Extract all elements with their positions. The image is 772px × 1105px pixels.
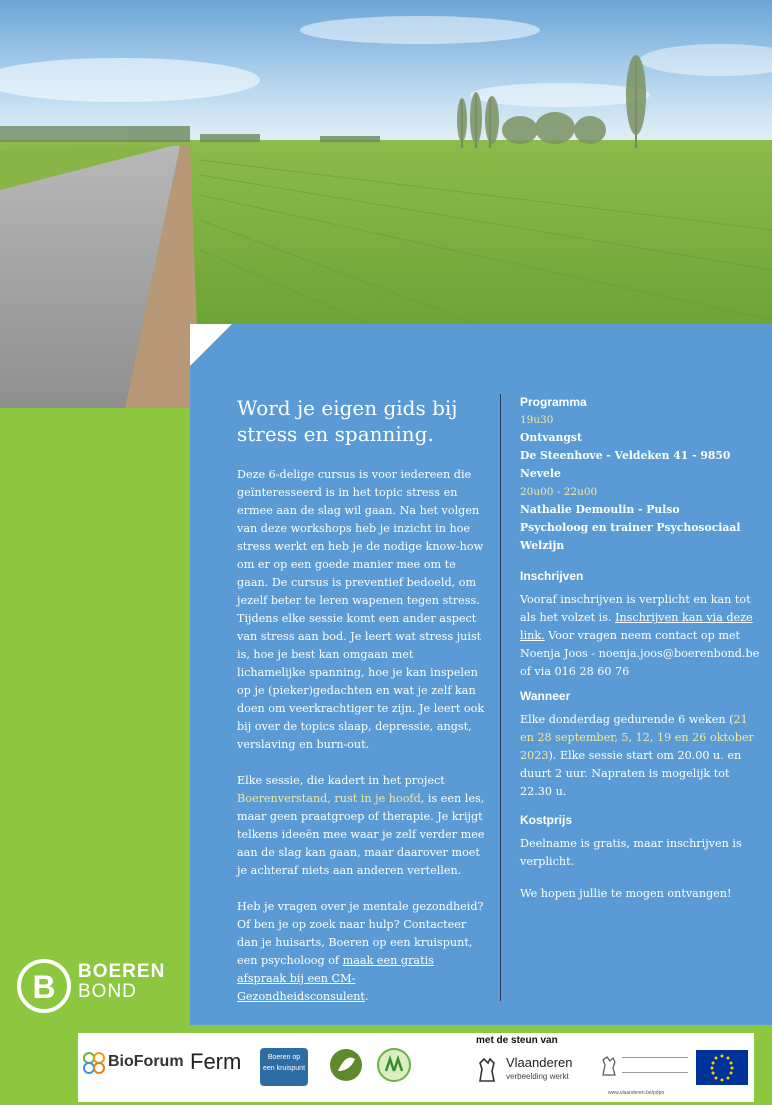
inschrijven-phone: of via 016 28 60 76 bbox=[520, 665, 630, 678]
leaf-badge-icon bbox=[328, 1047, 364, 1083]
programma-item-1: Ontvangst bbox=[520, 431, 582, 444]
programma-section bbox=[520, 393, 765, 555]
sponsors-bar bbox=[78, 1033, 754, 1102]
kostprijs-text: Deelname is gratis, maar inschrijven is verplicht. bbox=[520, 837, 742, 868]
support-label: met de steun van bbox=[476, 1035, 558, 1046]
bioforum-icon bbox=[82, 1051, 106, 1075]
session-dates: 21 en 28 september, 5, 12, 19 en 26 oktober 2023 bbox=[520, 713, 754, 762]
vlaanderen-tagline: verbeelding werkt bbox=[506, 1072, 569, 1081]
programma-role: Psycholoog en trainer Psychosociaal Welzijn bbox=[520, 521, 741, 552]
intro-column bbox=[237, 466, 485, 1024]
details-column bbox=[520, 393, 765, 903]
panel-corner-fold bbox=[190, 324, 232, 366]
page-title: Word je eigen gids bij stress en spanning. bbox=[237, 396, 458, 446]
programma-speaker: Nathalie Demoulin - Pulso bbox=[520, 503, 680, 516]
programma-location: De Steenhove - Veldeken 41 - 9850 Nevele bbox=[520, 449, 731, 480]
logo-letter: B bbox=[32, 969, 56, 1005]
closing-text: We hopen jullie te mogen ontvangen! bbox=[520, 887, 732, 900]
vlaanderen-logo: Vlaanderen bbox=[506, 1055, 573, 1070]
bioforum-logo: BioForum bbox=[108, 1053, 184, 1070]
eu-fund-text-block bbox=[622, 1057, 688, 1073]
inschrijven-heading: Inschrijven bbox=[520, 569, 584, 583]
eu-fund-lion-icon bbox=[600, 1055, 618, 1077]
intro-paragraph-1: Deze 6-delige cursus is voor iedereen die geïnteresseerd is in het topic stress en ermee aan de slag wil gaan. Na het volgen van deze workshops heb je inzicht in hoe stress werkt en heb je de nodige know-how om er op een goede manier mee om te gaan. De cursus is preventief bedoeld, om jezelf beter te leren wapenen tegen stress. Tijdens elke sessie komt een ander aspect van stress aan bod. Je leert wat stress juist is, hoe je best kan omgaan met lichamelijke spanning, hoe je kan inspelen op je (pieker)gedachten en wat je zelf kan doen om veerkrachtiger te zijn. Je leert ook bij over de topics slaap, depressie, angst, verslaving en burn-out. bbox=[237, 468, 485, 751]
kostprijs-heading: Kostprijs bbox=[520, 813, 573, 827]
eu-flag-icon bbox=[696, 1050, 748, 1085]
project-name: Boerenverstand, rust in je hoofd bbox=[237, 792, 421, 805]
vlaanderen-lion-icon bbox=[476, 1055, 498, 1083]
ferm-logo: Ferm bbox=[190, 1049, 242, 1074]
intro-paragraph-3: Heb je vragen over je mentale gezondheid? Of ben je op zoek naar hulp? Contacteer dan je huisarts, Boeren op een kruispunt, een psycholoog of maak een gratis afspraak bij een CM-Gezondheidsconsulent. bbox=[237, 900, 484, 1003]
inschrijven-link[interactable]: Inschrijven kan via deze link. bbox=[520, 611, 753, 642]
column-divider bbox=[500, 394, 501, 1001]
boerenbond-wordmark: BOEREN BOND bbox=[78, 961, 166, 1002]
intro-paragraph-2: Elke sessie, die kadert in het project Boerenverstand, rust in je hoofd, is een les, maar geen praatgroep of therapie. Je krijgt telkens ideeën mee waar je zelf verder mee aan de slag kan gaan, maar daarover moet je achteraf niets aan anderen vertellen. bbox=[237, 774, 485, 877]
programma-heading: Programma bbox=[520, 395, 587, 409]
boerenbond-logo bbox=[14, 958, 74, 1014]
green-circle-badge-icon bbox=[376, 1047, 412, 1083]
wanneer-text: Elke donderdag gedurende 6 weken (21 en 28 september, 5, 12, 19 en 26 oktober 2023). Elke sessie start om 20.00 u. en duurt 2 uur. Napraten is mogelijk tot 22.30 u. bbox=[520, 713, 754, 798]
programma-time-1: 19u30 bbox=[520, 414, 554, 426]
vlaanderen-url: www.vlaanderen.be/pdpo bbox=[608, 1090, 665, 1096]
cm-appointment-link[interactable]: maak een gratis afspraak bij een CM-Gezondheidsconsulent bbox=[237, 954, 434, 1003]
wanneer-heading: Wanneer bbox=[520, 689, 571, 703]
boeren-op-een-kruispunt-logo: Boeren op een kruispunt bbox=[260, 1048, 308, 1086]
programma-time-2: 20u00 - 22u00 bbox=[520, 486, 598, 498]
inschrijven-text: Vooraf inschrijven is verplicht en kan tot als het volzet is. Inschrijven kan via deze link. Voor vragen neem contact op met Noenja Joos - noenja.joos@boerenbond.be bbox=[520, 593, 760, 660]
